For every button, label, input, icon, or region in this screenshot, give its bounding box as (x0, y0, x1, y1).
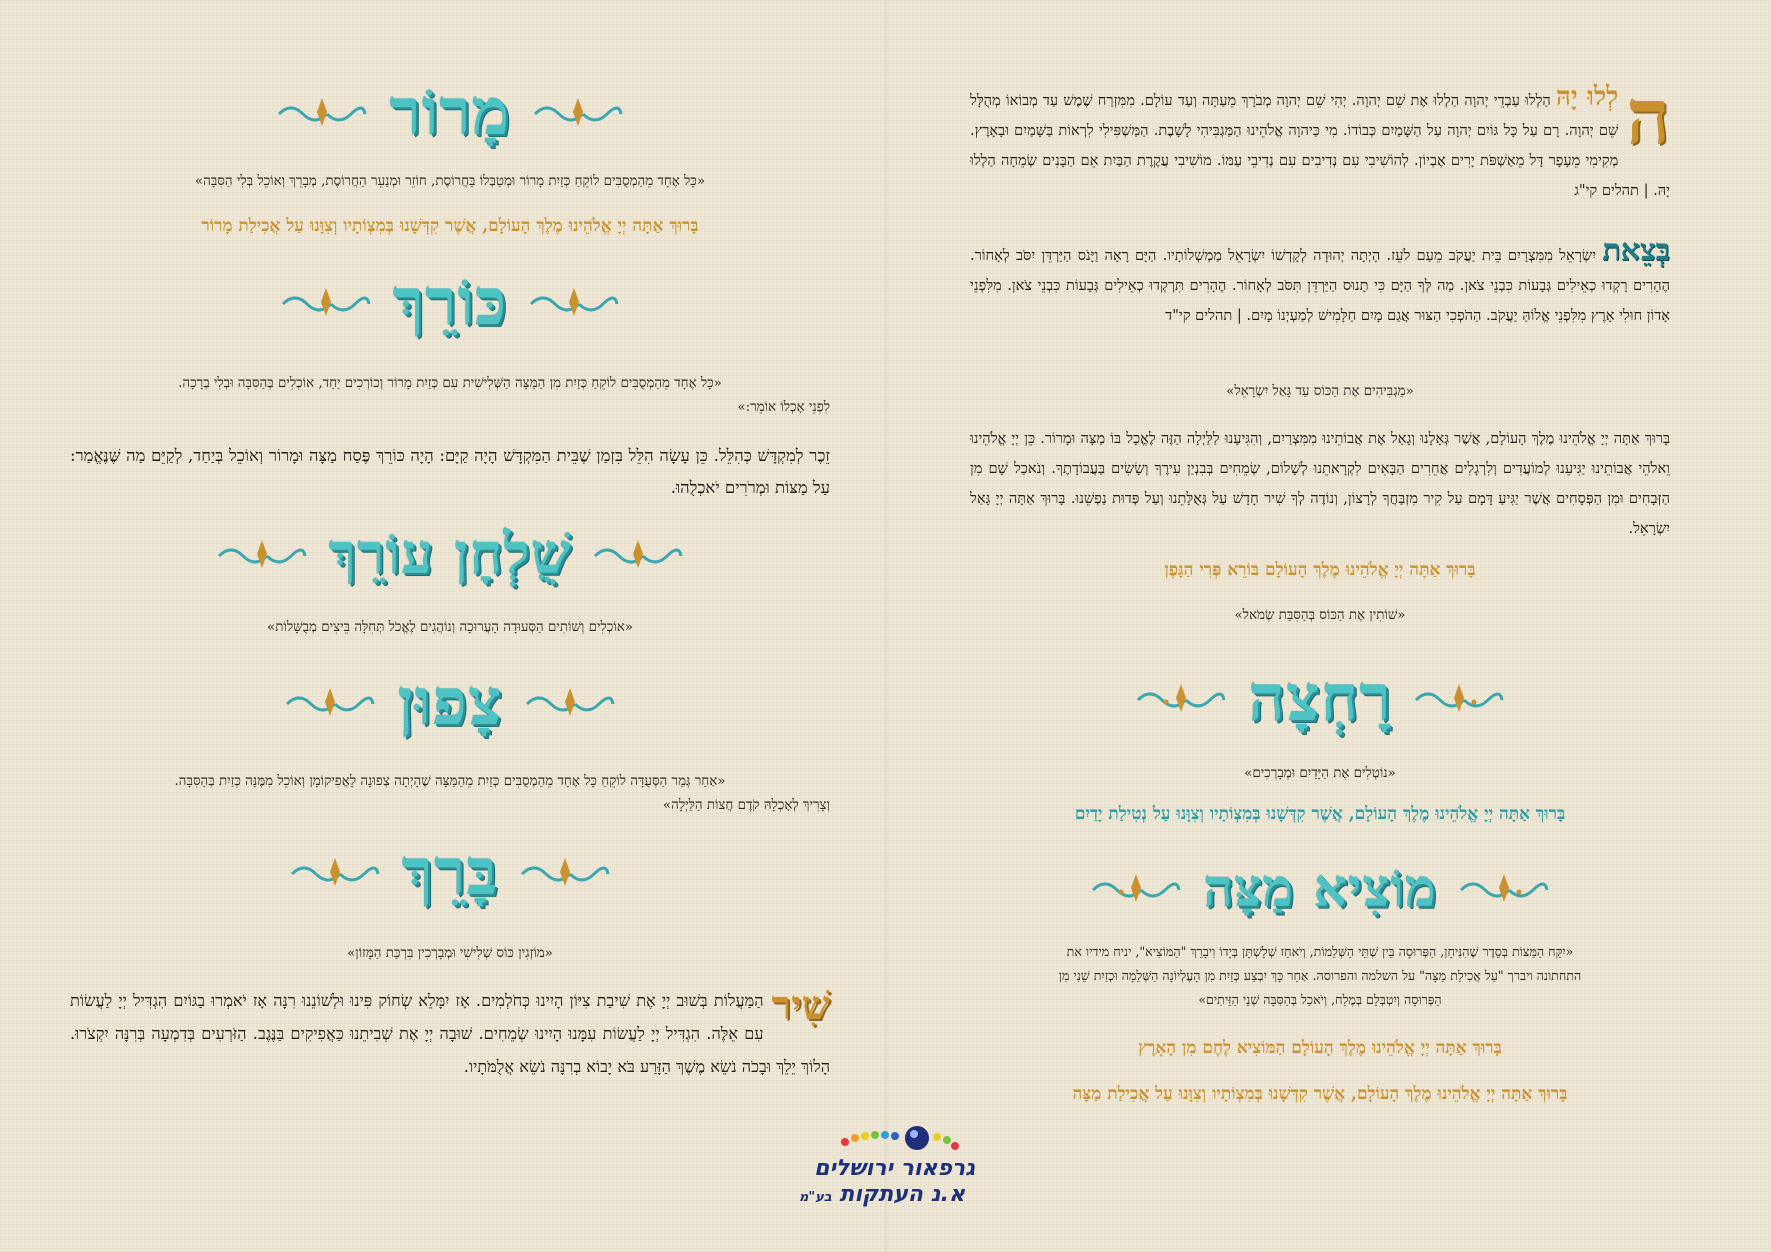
flourish-left-icon (277, 94, 367, 130)
instruction-motzi (970, 940, 1670, 1012)
barech-title: בָּרֵךְ (401, 834, 499, 910)
shir-text: הַמַּעֲלוֹת בְּשׁוּב יְיָ אֶת שִׁיבַת צִיּוֹן הָיִינוּ כְּחֹלְמִים. אָז יִמָּלֵא שְׂחוֹק פִּינוּ וּלְשׁוֹנֵנוּ רִנָּה אָז יֹאמְרוּ בַגּוֹיִם הִגְדִּיל יְיָ לַעֲשׂוֹת עִם אֵלֶּה. הִגְדִּיל יְיָ לַעֲשׂוֹת עִמָּנוּ הָיִינוּ שְׂמֵחִים. שׁוּבָה יְיָ אֶת שְׁבִיתֵנוּ כַּאֲפִיקִים בַּנֶּגֶב. הַזֹּרְעִים בְּדִמְעָה בְּרִנָּה יִקְצֹרוּ. הָלוֹךְ יֵלֵךְ וּבָכֹה נֹשֵׂא מֶשֶׁךְ הַזָּרַע בֹּא יָבוֹא בְרִנָּה נֹשֵׂא אֲלֻמֹּתָיו. (70, 991, 830, 1076)
instruction-drink: «שׁוֹתִין אֶת הַכּוֹס בְּהַסִּבַּת שְׂמֹאל» (1234, 608, 1406, 623)
shir-section (70, 984, 830, 1083)
instruction-motzi-line: התחתונה ויברך "עַל אֲכִילַת מַצָּה" על השלמה והפרוסה. אַחַר כָּךְ יִבְצַע כְּזַיִת מִן הָעֶלְיוֹנָה הַשְּׁלֵמָה וּכְזַיִת שֵׁנִי מִן (1058, 968, 1582, 983)
flourish-right-icon (520, 854, 610, 890)
flourish-left-icon (285, 684, 375, 720)
instruction-tzafun-line: «אַחַר גְּמַר הַסְּעֻדָּה לוֹקֵחַ כָּל אֶחָד מֵהַמְסֻבִּים כְּזַיִת מֵהַמַּצָּה שֶׁהָיְתָה צְפוּנָה לָאֲפִיקוֹמָן וְאוֹכֵל מִמֶּנָּה כְּזַיִת בְּהַסִּבָּה. (174, 774, 726, 789)
instruction-barech: «מוֹזְגִין כּוֹס שְׁלִישִׁי וּמְבָרְכִין בִּרְכַּת הַמָּזוֹן» (347, 946, 553, 961)
flourish-left-icon (281, 284, 371, 320)
hallel-text: הַלְלוּ עַבְדֵי יְהוָה הַלְלוּ אֶת שֵׁם יְהוָה. יְהִי שֵׁם יְהוָה מְבֹרָךְ מֵעַתָּה וְעַד עוֹלָם. מִמִּזְרַח שֶׁמֶשׁ עַד מְבוֹאוֹ מְהֻלָּל שֵׁם יְהוָה. רָם עַל כָּל גּוֹיִם יְהוָה עַל הַשָּׁמַיִם כְּבוֹדוֹ. מִי כַּיהוָה אֱלֹהֵינוּ הַמַּגְבִּיהִי לָשָׁבֶת. הַמַּשְׁפִּילִי לִרְאוֹת בַּשָּׁמַיִם וּבָאָרֶץ. מְקִימִי מֵעָפָר דָּל מֵאַשְׁפֹּת יָרִים אֶבְיוֹן. לְהוֹשִׁיבִי עִם נְדִיבִים עִם נְדִיבֵי עַמּוֹ. מוֹשִׁיבִי עֲקֶרֶת הַבַּיִת אֵם הַבָּנִים שְׂמֵחָה הַלְלוּ יָהּ. | תהלים קי"ג (970, 92, 1670, 199)
page-fold (885, 0, 887, 1252)
bracha-gefen: בָּרוּךְ אַתָּה יְיָ אֱלֹהֵינוּ מֶלֶךְ הָעוֹלָם בּוֹרֵא פְּרִי הַגָּפֶן (1164, 560, 1476, 580)
bracha-matza: בָּרוּךְ אַתָּה יְיָ אֱלֹהֵינוּ מֶלֶךְ הָעוֹלָם, אֲשֶׁר קִדְּשָׁנוּ בְּמִצְוֹתָיו וְצִוָּנוּ עַל אֲכִילַת מַצָּה (1072, 1084, 1568, 1104)
instruction-motzi-line: «יִקַּח הַמַּצּוֹת בְּסֵדֶר שֶׁהִנִּיחָן, הַפְּרוּסָה בֵּין שְׁתֵּי הַשְּׁלֵמוֹת, וְיֹאחַז שְׁלָשְׁתָּן בְּיָדוֹ וִיבָרֵךְ "הַמּוֹצִיא", יניח מידיו את (1066, 944, 1574, 959)
flourish-right-icon (533, 94, 623, 130)
betzeit-section (970, 233, 1670, 331)
betzeit-opening: בְּצֵאת (1602, 233, 1670, 268)
hallel-drop-letter: ה (1626, 72, 1670, 161)
instruction-korech (70, 372, 830, 420)
instruction-motzi-line: הַפְּרוּסָה וְיִטְבְּלֵם בְּמֶלַח, וְיֹאכַל בְּהַסִּבָּה שְׁנֵי הַזֵּיתִים» (1198, 992, 1442, 1007)
zecher-text: זֵכֶר לְמִקְדָּשׁ כְּהִלֵּל. כֵּן עָשָׂה הִלֵּל בִּזְמַן שֶׁבֵּית הַמִּקְדָּשׁ הָיָה קַיָּם: הָיָה כּוֹרֵךְ פֶּסַח מַצָּה וּמָרוֹר וְאוֹכֵל בְּיַחַד, לְקַיֵּם מַה שֶּׁנֶּאֱמַר: עַל מַצּוֹת וּמְרֹרִים יֹאכְלֻהוּ. (70, 446, 830, 497)
logo-line-1: גרפאור ירושלים (814, 1156, 975, 1181)
barech-heading (70, 826, 830, 918)
hallel-section (970, 72, 1670, 206)
flourish-right-icon (1414, 680, 1504, 716)
instruction-maror: «כָּל אֶחָד מֵהַמְסֻבִּים לוֹקֵחַ כְּזַיִת מָרוֹר וּמְטַבְּלוֹ בַּחֲרוֹסֶת, חוֹזֵר וּמְנַעֵר הַחֲרוֹסֶת, מְבָרֵךְ וְאוֹכֵל בְּלִי הַסִּבָּה» (194, 174, 706, 189)
tzafun-heading (70, 656, 830, 748)
instruction-cup: «מַגְבִּיהִים אֶת הַכּוֹס עַד גָּאַל יִשְׂרָאֵל» (1226, 384, 1414, 399)
bracha-maror: בָּרוּךְ אַתָּה יְיָ אֱלֹהֵינוּ מֶלֶךְ הָעוֹלָם, אֲשֶׁר קִדְּשָׁנוּ בְּמִצְוֹתָיו וְצִוָּנוּ עַל אֲכִילַת מָרוֹר (201, 216, 699, 236)
zecher-section (70, 440, 830, 504)
geula-text: בָּרוּךְ אַתָּה יְיָ אֱלֹהֵינוּ מֶלֶךְ הָעוֹלָם, אֲשֶׁר גְּאָלָנוּ וְגָאַל אֶת אֲבוֹתֵינוּ מִמִּצְרַיִם, וְהִגִּיעָנוּ לַלַּיְלָה הַזֶּה לֶאֱכָל בּוֹ מַצָּה וּמָרוֹר. כֵּן יְיָ אֱלֹהֵינוּ וֵאלֹהֵי אֲבוֹתֵינוּ יַגִּיעֵנוּ לְמוֹעֲדִים וְלִרְגָלִים אֲחֵרִים הַבָּאִים לִקְרָאתֵנוּ לְשָׁלוֹם, שְׂמֵחִים בְּבִנְיַן עִירֶךָ וְשָׂשִׂים בַּעֲבוֹדָתֶךָ. וְנֹאכַל שָׁם מִן הַזְּבָחִים וּמִן הַפְּסָחִים אֲשֶׁר יַגִּיעַ דָּמָם עַל קִיר מִזְבַּחֲךָ לְרָצוֹן, וְנוֹדֶה לְךָ שִׁיר חָדָשׁ עַל גְּאֻלָּתֵנוּ וְעַל פְּדוּת נַפְשֵׁנוּ. בָּרוּךְ אַתָּה יְיָ גָּאַל יִשְׂרָאֵל. (970, 430, 1670, 537)
instruction-korech-line: לִפְנֵי אָכְלוֹ אוֹמֵר:» (737, 400, 830, 415)
right-page (940, 0, 1700, 1252)
maror-heading (70, 66, 830, 158)
shulchan-title: שֻׁלְחָן עוֹרֵךְ (328, 521, 572, 587)
instruction-korech-line: «כָּל אֶחָד מֵהַמְסֻבִּים לוֹקֵחַ כְּזַיִת מִן הַמַּצָּה הַשְּׁלִישִׁית עִם כְּזַיִת מָרוֹר וְכוֹרְכִים יַחַד, אוֹכְלִים בְּהַסִּבָּה וּבְלִי בְרָכָה. (178, 376, 722, 391)
instruction-tzafun (70, 770, 830, 818)
flourish-left-icon (1136, 680, 1226, 716)
hallel-opening: לְלוּ יָהּ (1555, 82, 1619, 112)
flourish-right-icon (593, 536, 683, 572)
rachtza-title: רָחְצָה (1248, 660, 1392, 736)
motzi-heading (970, 842, 1670, 934)
bracha-netilat: בָּרוּךְ אַתָּה יְיָ אֱלֹהֵינוּ מֶלֶךְ הָעוֹלָם, אֲשֶׁר קִדְּשָׁנוּ בְּמִצְוֹתָיו וְצִוָּנוּ עַל נְטִילַת יָדַיִם (1074, 804, 1566, 824)
geula-section (970, 424, 1670, 544)
logo-dots-icon (775, 1120, 995, 1160)
flourish-left-icon (290, 854, 380, 890)
betzeit-text: יִשְׂרָאֵל מִמִּצְרָיִם בֵּית יַעֲקֹב מֵעַם לֹעֵז. הָיְתָה יְהוּדָה לְקָדְשׁוֹ יִשְׂרָאֵל מַמְשְׁלוֹתָיו. הַיָּם רָאָה וַיָּנֹס הַיַּרְדֵּן יִסֹּב לְאָחוֹר. הֶהָרִים רָקְדוּ כְאֵילִים גְּבָעוֹת כִּבְנֵי צֹאן. מַה לְּךָ הַיָּם כִּי תָנוּס הַיַּרְדֵּן תִּסֹּב לְאָחוֹר. הֶהָרִים תִּרְקְדוּ כְאֵילִים גְּבָעוֹת כִּבְנֵי צֹאן. מִלִּפְנֵי אָדוֹן חוּלִי אָרֶץ מִלִּפְנֵי אֱלוֹהַּ יַעֲקֹב. הַהֹפְכִי הַצּוּר אֲגַם מָיִם חַלָּמִישׁ לְמַעְיְנוֹ מָיִם. | תהלים קי"ד (970, 247, 1670, 324)
flourish-right-icon (1459, 870, 1549, 906)
logo-suffix: בע"מ (798, 1190, 832, 1205)
instruction-shulchan: «אוֹכְלִים וְשׁוֹתִים הַסְּעוּדָה הָעֲרוּכָה וְנוֹהֲגִים לֶאֱכֹל תְּחִלָּה בֵּיצִים מְבֻשָּׁלוֹת» (267, 620, 633, 635)
motzi-title: מוֹצִיא מַצָּה (1203, 857, 1437, 919)
shir-drop-word: שִׁיר (771, 982, 830, 1029)
rachtza-heading (970, 652, 1670, 744)
flourish-left-icon (217, 536, 307, 572)
logo-line-2: א.נ העתקות (839, 1182, 965, 1207)
left-page (70, 0, 830, 1252)
tzafun-title: צָפוּן (397, 664, 503, 740)
maror-title: מָרוֹר (389, 74, 511, 150)
instruction-rachtza: «נוֹטְלִים אֶת הַיָּדַיִם וּמְבָרְכִים» (1244, 766, 1396, 781)
korech-heading (70, 256, 830, 348)
bracha-hamotzi: בָּרוּךְ אַתָּה יְיָ אֱלֹהֵינוּ מֶלֶךְ הָעוֹלָם הַמּוֹצִיא לֶחֶם מִן הָאָרֶץ (1138, 1038, 1502, 1058)
flourish-left-icon (1091, 870, 1181, 906)
instruction-tzafun-line: וְצָרִיךְ לְאָכְלָהּ קֹדֶם חֲצוֹת הַלַּיְלָה» (662, 798, 830, 813)
publisher-logo (775, 1120, 995, 1220)
flourish-right-icon (529, 284, 619, 320)
korech-title: כּוֹרֵךְ (392, 264, 508, 340)
shulchan-heading (70, 508, 830, 600)
flourish-right-icon (525, 684, 615, 720)
